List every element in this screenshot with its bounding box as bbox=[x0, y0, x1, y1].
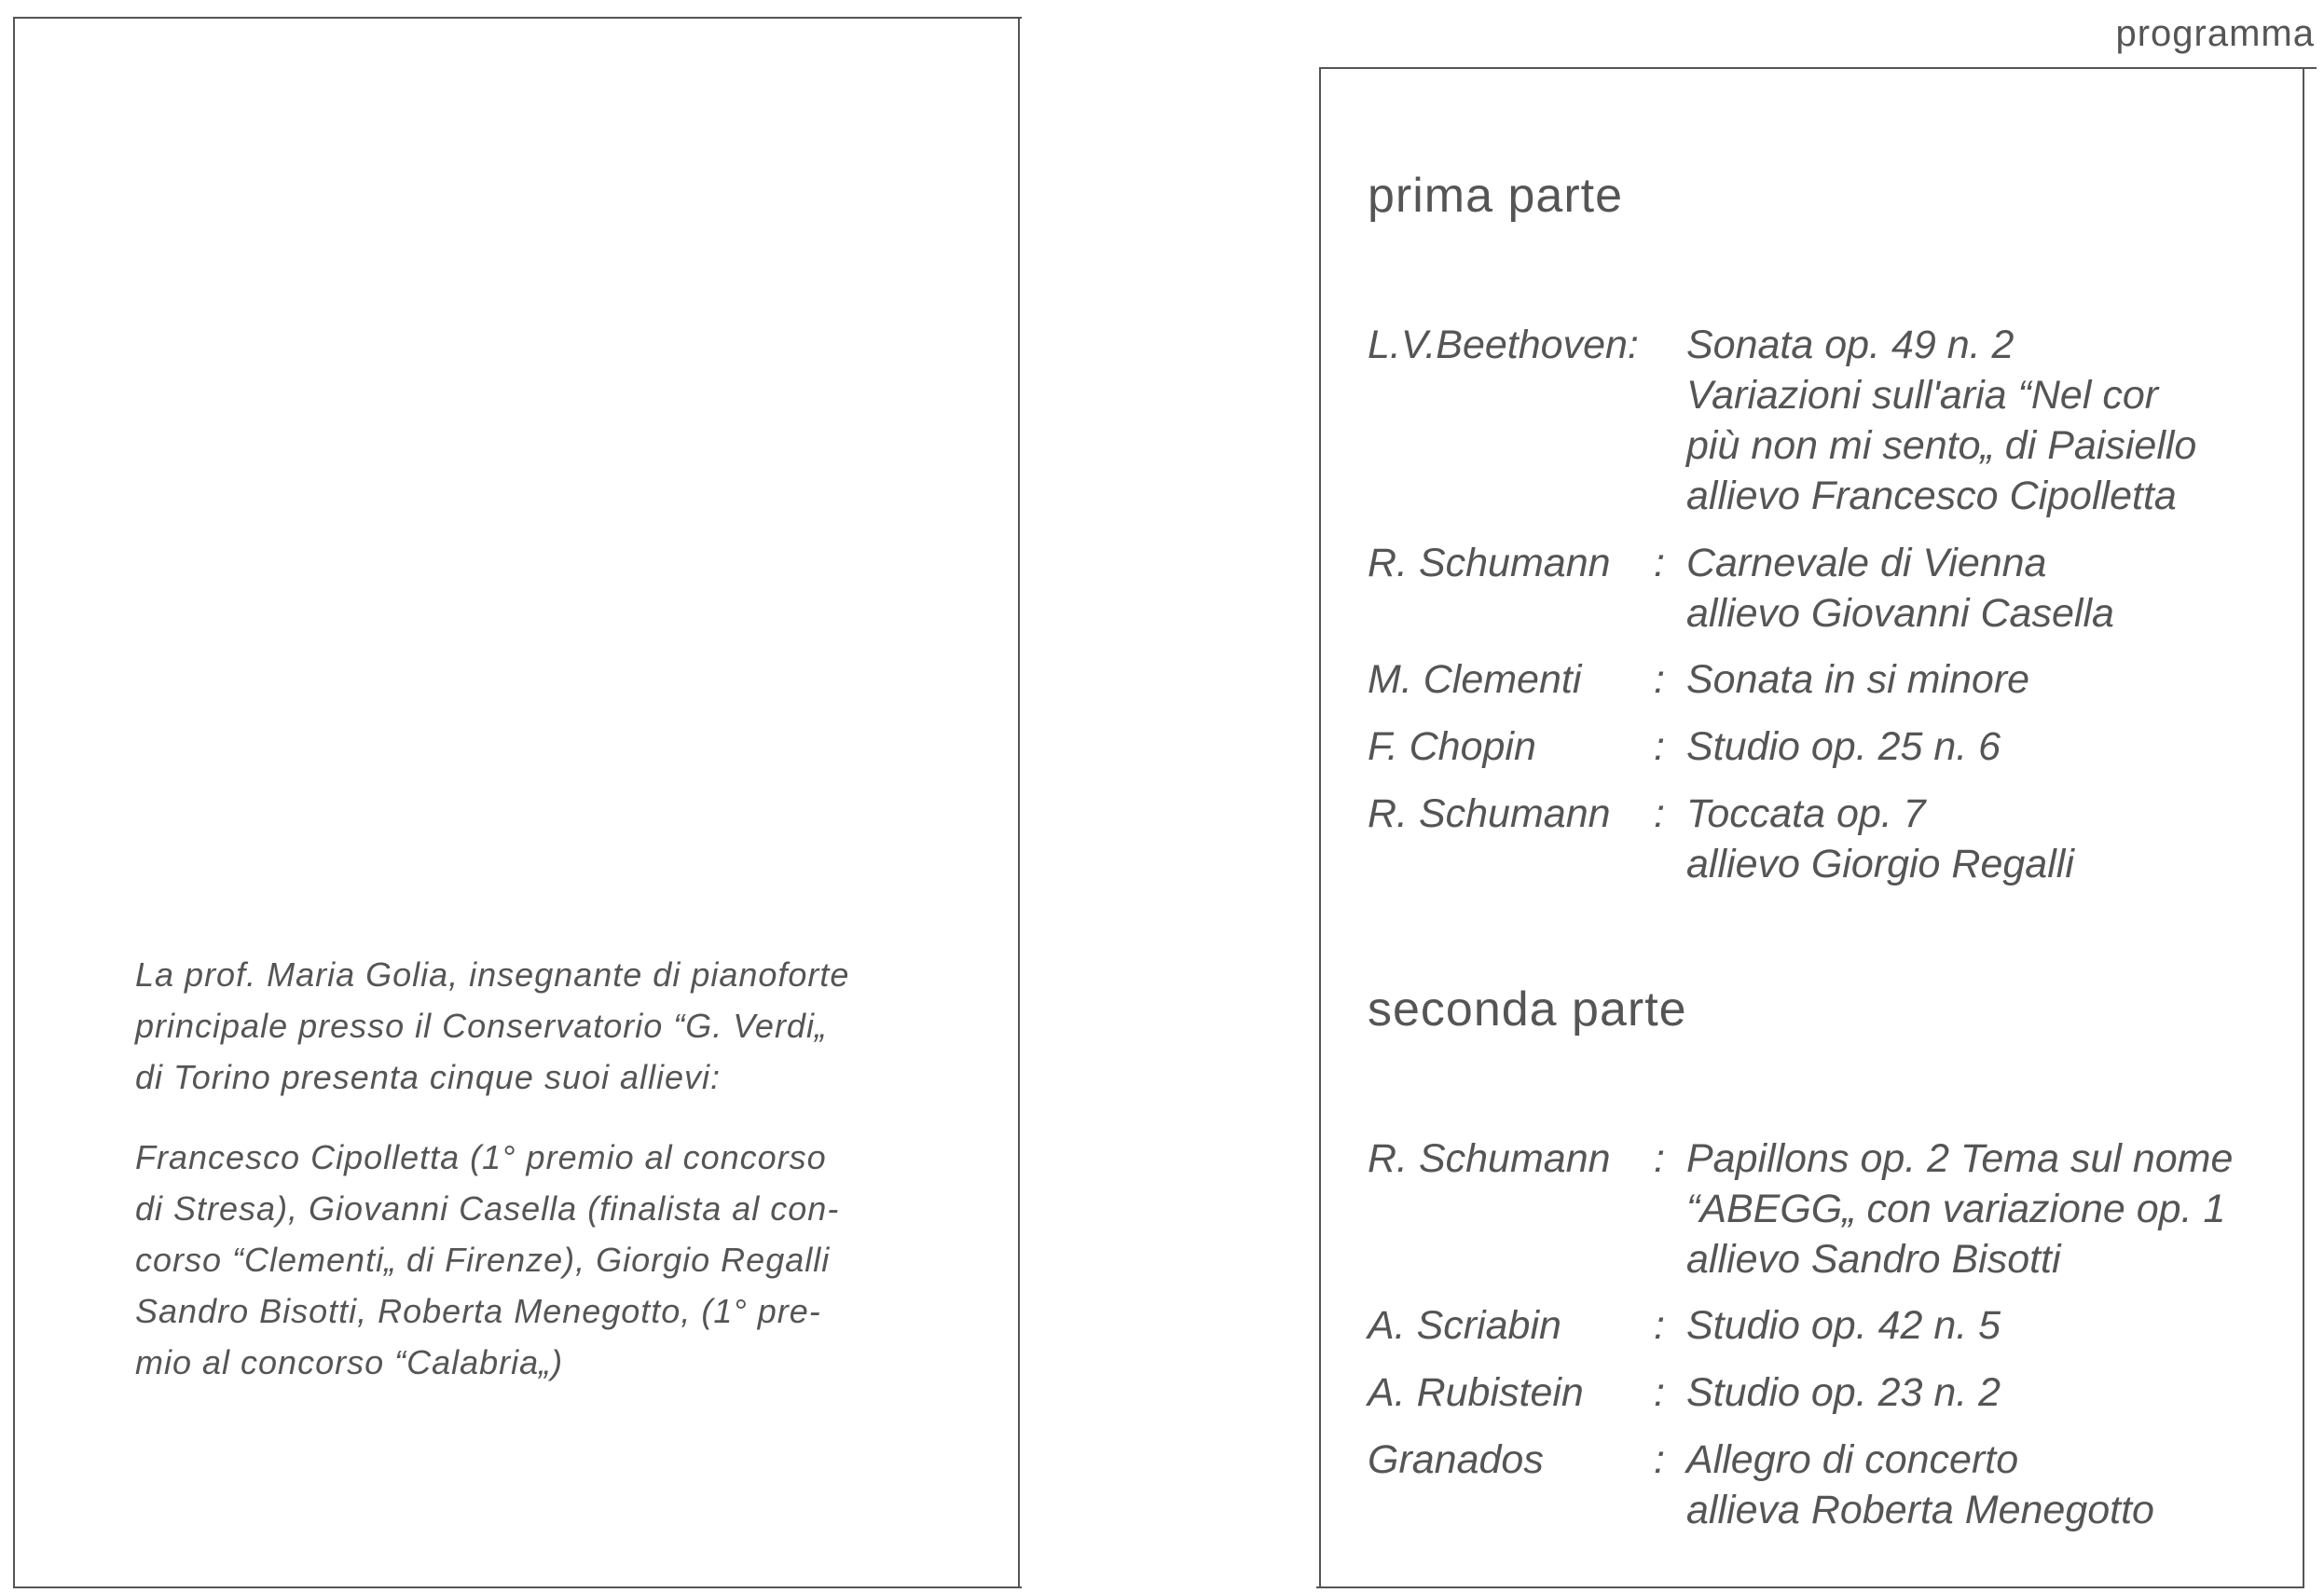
separator-colon: : bbox=[1654, 1370, 1665, 1415]
intro-line: Francesco Cipolletta (1° premio al concorso bbox=[135, 1138, 827, 1176]
section-title-prima-parte: prima parte bbox=[1368, 169, 1623, 223]
composer-name: F. Chopin bbox=[1368, 724, 1536, 769]
work-lines bbox=[1686, 654, 2283, 705]
intro-line: di Stresa), Giovanni Casella (finalista al con- bbox=[135, 1189, 840, 1228]
separator-colon: : bbox=[1654, 657, 1665, 702]
work-lines bbox=[1686, 1300, 2283, 1351]
separator-colon: : bbox=[1654, 1136, 1665, 1181]
work-line: più non mi sento„ di Paisiello bbox=[1686, 423, 2197, 468]
work-lines bbox=[1686, 789, 2283, 889]
right-panel-top-rule bbox=[1319, 67, 2317, 69]
section-title-seconda-parte: seconda parte bbox=[1368, 982, 1687, 1037]
work-line: Studio op. 25 n. 6 bbox=[1686, 724, 2001, 769]
intro-paragraph-2 bbox=[135, 1132, 890, 1388]
separator-colon: : bbox=[1654, 1437, 1665, 1482]
intro-paragraph-1 bbox=[135, 949, 890, 1103]
work-lines bbox=[1686, 1367, 2283, 1418]
composer-name: A. Scriabin bbox=[1368, 1303, 1561, 1348]
separator-colon: : bbox=[1654, 541, 1665, 585]
intro-line: principale presso il Conservatorio “G. Verdi„ bbox=[135, 1007, 827, 1045]
work-line: Variazioni sull'aria “Nel cor bbox=[1686, 373, 2159, 418]
left-panel-bottom-rule bbox=[13, 1586, 1022, 1588]
right-panel-right-rule bbox=[2303, 67, 2304, 1588]
work-line: allievo Francesco Cipolletta bbox=[1686, 474, 2177, 518]
work-lines bbox=[1686, 1435, 2283, 1535]
work-line: Allegro di concerto bbox=[1686, 1437, 2019, 1482]
work-line: Carnevale di Vienna bbox=[1686, 541, 2047, 585]
work-lines bbox=[1686, 538, 2283, 639]
work-line: “ABEGG„ con variazione op. 1 bbox=[1686, 1187, 2226, 1231]
composer-name: R. Schumann bbox=[1368, 541, 1611, 585]
work-lines bbox=[1686, 1133, 2283, 1284]
separator-colon: : bbox=[1654, 724, 1665, 769]
work-line: Studio op. 23 n. 2 bbox=[1686, 1370, 2001, 1415]
intro-line: corso “Clementi„ di Firenze), Giorgio Regalli bbox=[135, 1241, 831, 1279]
composer-name: L.V.Beethoven: bbox=[1368, 323, 1639, 367]
right-panel-bottom-rule bbox=[1316, 1586, 2304, 1588]
separator-colon: : bbox=[1654, 1303, 1665, 1348]
composer-name: R. Schumann bbox=[1368, 1136, 1611, 1181]
right-panel-left-rule bbox=[1319, 67, 1321, 1588]
work-line: allievo Sandro Bisotti bbox=[1686, 1237, 2061, 1282]
work-line: Toccata op. 7 bbox=[1686, 791, 1926, 836]
composer-name: Granados bbox=[1368, 1437, 1544, 1482]
programma-header: programma bbox=[2115, 13, 2315, 54]
work-line: Papillons op. 2 Tema sul nome bbox=[1686, 1136, 2234, 1181]
left-panel-right-rule bbox=[1018, 17, 1020, 1588]
left-panel-top-rule bbox=[13, 17, 1022, 19]
work-line: Studio op. 42 n. 5 bbox=[1686, 1303, 2001, 1348]
work-line: allievo Giovanni Casella bbox=[1686, 591, 2114, 636]
work-line: allievo Giorgio Regalli bbox=[1686, 842, 2074, 886]
work-line: Sonata in si minore bbox=[1686, 657, 2030, 702]
left-panel-left-rule bbox=[13, 17, 15, 1588]
work-line: allieva Roberta Menegotto bbox=[1686, 1488, 2154, 1532]
composer-name: A. Rubistein bbox=[1368, 1370, 1584, 1415]
composer-name: M. Clementi bbox=[1368, 657, 1582, 702]
intro-line: di Torino presenta cinque suoi allievi: bbox=[135, 1058, 722, 1096]
intro-line: mio al concorso “Calabria„) bbox=[135, 1343, 564, 1381]
work-line: Sonata op. 49 n. 2 bbox=[1686, 323, 2015, 367]
work-lines bbox=[1686, 721, 2283, 772]
intro-line: Sandro Bisotti, Roberta Menegotto, (1° pre- bbox=[135, 1292, 821, 1330]
separator-colon: : bbox=[1654, 791, 1665, 836]
intro-line: La prof. Maria Golia, insegnante di pianoforte bbox=[135, 955, 850, 994]
composer-name: R. Schumann bbox=[1368, 791, 1611, 836]
work-lines bbox=[1686, 320, 2283, 521]
